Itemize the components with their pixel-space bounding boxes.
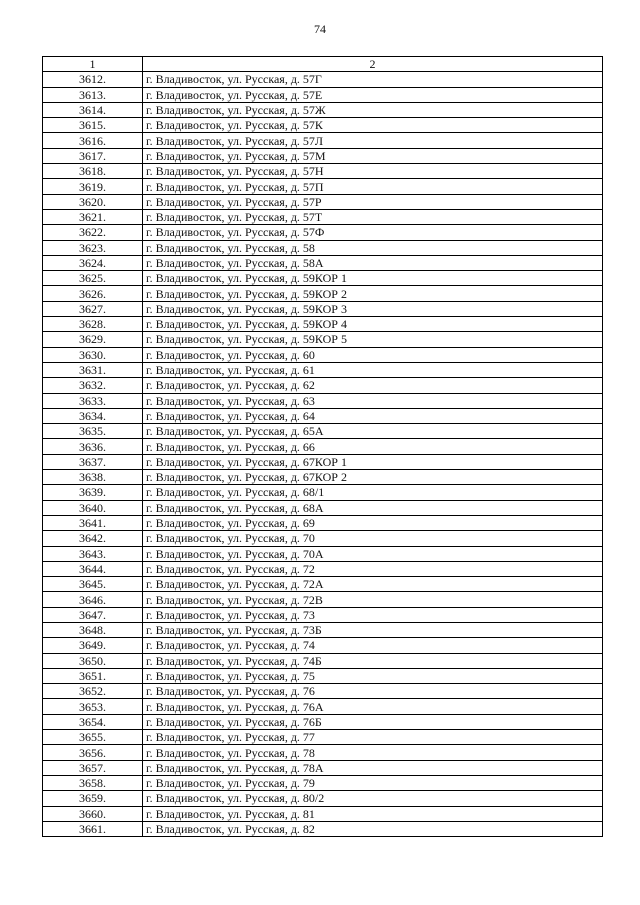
row-address: г. Владивосток, ул. Русская, д. 66 (143, 439, 603, 454)
row-address: г. Владивосток, ул. Русская, д. 70А (143, 546, 603, 561)
table-row (43, 209, 603, 224)
table-row (43, 821, 603, 836)
table-row (43, 408, 603, 423)
row-number: 3622. (43, 225, 143, 240)
table-row (43, 638, 603, 653)
row-number: 3644. (43, 561, 143, 576)
row-address: г. Владивосток, ул. Русская, д. 57М (143, 148, 603, 163)
row-address: г. Владивосток, ул. Русская, д. 81 (143, 806, 603, 821)
table-row (43, 271, 603, 286)
table-row (43, 561, 603, 576)
table-row (43, 546, 603, 561)
row-address: г. Владивосток, ул. Русская, д. 78 (143, 745, 603, 760)
row-address: г. Владивосток, ул. Русская, д. 57Г (143, 72, 603, 87)
table-row (43, 730, 603, 745)
row-address: г. Владивосток, ул. Русская, д. 74Б (143, 653, 603, 668)
table-row (43, 515, 603, 530)
row-number: 3656. (43, 745, 143, 760)
row-number: 3616. (43, 133, 143, 148)
table-row (43, 760, 603, 775)
row-number: 3624. (43, 255, 143, 270)
table-row (43, 745, 603, 760)
row-address: г. Владивосток, ул. Русская, д. 63 (143, 393, 603, 408)
row-address: г. Владивосток, ул. Русская, д. 64 (143, 408, 603, 423)
row-address: г. Владивосток, ул. Русская, д. 74 (143, 638, 603, 653)
table-row (43, 592, 603, 607)
table-row (43, 317, 603, 332)
row-number: 3640. (43, 500, 143, 515)
row-number: 3650. (43, 653, 143, 668)
table-row (43, 500, 603, 515)
row-number: 3641. (43, 515, 143, 530)
table-row (43, 470, 603, 485)
row-number: 3642. (43, 531, 143, 546)
row-address: г. Владивосток, ул. Русская, д. 80/2 (143, 791, 603, 806)
row-address: г. Владивосток, ул. Русская, д. 57К (143, 118, 603, 133)
table-row (43, 577, 603, 592)
row-address: г. Владивосток, ул. Русская, д. 61 (143, 362, 603, 377)
row-address: г. Владивосток, ул. Русская, д. 57Т (143, 209, 603, 224)
row-number: 3621. (43, 209, 143, 224)
table-row (43, 347, 603, 362)
row-number: 3627. (43, 301, 143, 316)
row-number: 3617. (43, 148, 143, 163)
row-address: г. Владивосток, ул. Русская, д. 58 (143, 240, 603, 255)
row-address: г. Владивосток, ул. Русская, д. 59КОР 4 (143, 317, 603, 332)
row-address: г. Владивосток, ул. Русская, д. 76А (143, 699, 603, 714)
row-number: 3643. (43, 546, 143, 561)
table-row (43, 775, 603, 790)
table-row (43, 194, 603, 209)
table-row (43, 102, 603, 117)
row-address: г. Владивосток, ул. Русская, д. 59КОР 5 (143, 332, 603, 347)
row-number: 3635. (43, 424, 143, 439)
table-row (43, 118, 603, 133)
table-row (43, 699, 603, 714)
row-number: 3649. (43, 638, 143, 653)
table-row (43, 133, 603, 148)
table-row (43, 668, 603, 683)
row-number: 3618. (43, 164, 143, 179)
table-row (43, 332, 603, 347)
row-number: 3637. (43, 454, 143, 469)
row-number: 3661. (43, 821, 143, 836)
row-number: 3660. (43, 806, 143, 821)
row-address: г. Владивосток, ул. Русская, д. 62 (143, 378, 603, 393)
table-row (43, 148, 603, 163)
row-number: 3636. (43, 439, 143, 454)
table-row (43, 72, 603, 87)
row-number: 3612. (43, 72, 143, 87)
row-number: 3657. (43, 760, 143, 775)
address-table (42, 56, 603, 837)
table-row (43, 87, 603, 102)
row-address: г. Владивосток, ул. Русская, д. 72В (143, 592, 603, 607)
row-number: 3654. (43, 714, 143, 729)
table-row (43, 240, 603, 255)
table-row (43, 439, 603, 454)
row-address: г. Владивосток, ул. Русская, д. 70 (143, 531, 603, 546)
row-address: г. Владивосток, ул. Русская, д. 77 (143, 730, 603, 745)
row-number: 3648. (43, 622, 143, 637)
row-number: 3614. (43, 102, 143, 117)
table-row (43, 622, 603, 637)
row-number: 3630. (43, 347, 143, 362)
row-number: 3659. (43, 791, 143, 806)
row-address: г. Владивосток, ул. Русская, д. 72А (143, 577, 603, 592)
table-row (43, 531, 603, 546)
row-address: г. Владивосток, ул. Русская, д. 59КОР 1 (143, 271, 603, 286)
row-number: 3620. (43, 194, 143, 209)
row-number: 3645. (43, 577, 143, 592)
row-address: г. Владивосток, ул. Русская, д. 75 (143, 668, 603, 683)
row-address: г. Владивосток, ул. Русская, д. 76 (143, 684, 603, 699)
row-address: г. Владивосток, ул. Русская, д. 76Б (143, 714, 603, 729)
row-number: 3628. (43, 317, 143, 332)
table-row (43, 714, 603, 729)
row-number: 3655. (43, 730, 143, 745)
row-number: 3615. (43, 118, 143, 133)
row-address: г. Владивосток, ул. Русская, д. 59КОР 2 (143, 286, 603, 301)
table-row (43, 653, 603, 668)
table-row (43, 378, 603, 393)
row-number: 3639. (43, 485, 143, 500)
row-number: 3651. (43, 668, 143, 683)
table-row (43, 424, 603, 439)
row-number: 3623. (43, 240, 143, 255)
row-address: г. Владивосток, ул. Русская, д. 58А (143, 255, 603, 270)
table-row (43, 255, 603, 270)
row-number: 3634. (43, 408, 143, 423)
row-address: г. Владивосток, ул. Русская, д. 82 (143, 821, 603, 836)
row-number: 3633. (43, 393, 143, 408)
row-address: г. Владивосток, ул. Русская, д. 73Б (143, 622, 603, 637)
row-address: г. Владивосток, ул. Русская, д. 68А (143, 500, 603, 515)
table-row (43, 791, 603, 806)
row-address: г. Владивосток, ул. Русская, д. 57Н (143, 164, 603, 179)
row-address: г. Владивосток, ул. Русская, д. 67КОР 1 (143, 454, 603, 469)
table-row (43, 225, 603, 240)
table-body (43, 72, 603, 837)
row-number: 3613. (43, 87, 143, 102)
table-row (43, 286, 603, 301)
row-number: 3658. (43, 775, 143, 790)
table-header-row (43, 57, 603, 72)
row-number: 3638. (43, 470, 143, 485)
row-address: г. Владивосток, ул. Русская, д. 57Р (143, 194, 603, 209)
row-number: 3631. (43, 362, 143, 377)
row-number: 3619. (43, 179, 143, 194)
row-address: г. Владивосток, ул. Русская, д. 65А (143, 424, 603, 439)
column-header-1: 1 (43, 57, 143, 72)
table-row (43, 164, 603, 179)
row-address: г. Владивосток, ул. Русская, д. 60 (143, 347, 603, 362)
row-number: 3646. (43, 592, 143, 607)
row-address: г. Владивосток, ул. Русская, д. 59КОР 3 (143, 301, 603, 316)
row-number: 3653. (43, 699, 143, 714)
table-row (43, 454, 603, 469)
table-row (43, 684, 603, 699)
row-address: г. Владивосток, ул. Русская, д. 57Ж (143, 102, 603, 117)
row-address: г. Владивосток, ул. Русская, д. 73 (143, 607, 603, 622)
table-row (43, 485, 603, 500)
row-address: г. Владивосток, ул. Русская, д. 57Л (143, 133, 603, 148)
row-address: г. Владивосток, ул. Русская, д. 69 (143, 515, 603, 530)
table-row (43, 179, 603, 194)
table-row (43, 393, 603, 408)
row-address: г. Владивосток, ул. Русская, д. 57Ф (143, 225, 603, 240)
column-header-2: 2 (143, 57, 603, 72)
page-number: 74 (314, 22, 326, 36)
row-address: г. Владивосток, ул. Русская, д. 79 (143, 775, 603, 790)
row-address: г. Владивосток, ул. Русская, д. 68/1 (143, 485, 603, 500)
table-row (43, 362, 603, 377)
row-number: 3625. (43, 271, 143, 286)
row-address: г. Владивосток, ул. Русская, д. 67КОР 2 (143, 470, 603, 485)
table-row (43, 806, 603, 821)
row-number: 3626. (43, 286, 143, 301)
row-address: г. Владивосток, ул. Русская, д. 57Е (143, 87, 603, 102)
table-row (43, 301, 603, 316)
row-address: г. Владивосток, ул. Русская, д. 78А (143, 760, 603, 775)
table-row (43, 607, 603, 622)
row-address: г. Владивосток, ул. Русская, д. 57П (143, 179, 603, 194)
row-number: 3629. (43, 332, 143, 347)
row-address: г. Владивосток, ул. Русская, д. 72 (143, 561, 603, 576)
row-number: 3652. (43, 684, 143, 699)
row-number: 3647. (43, 607, 143, 622)
row-number: 3632. (43, 378, 143, 393)
